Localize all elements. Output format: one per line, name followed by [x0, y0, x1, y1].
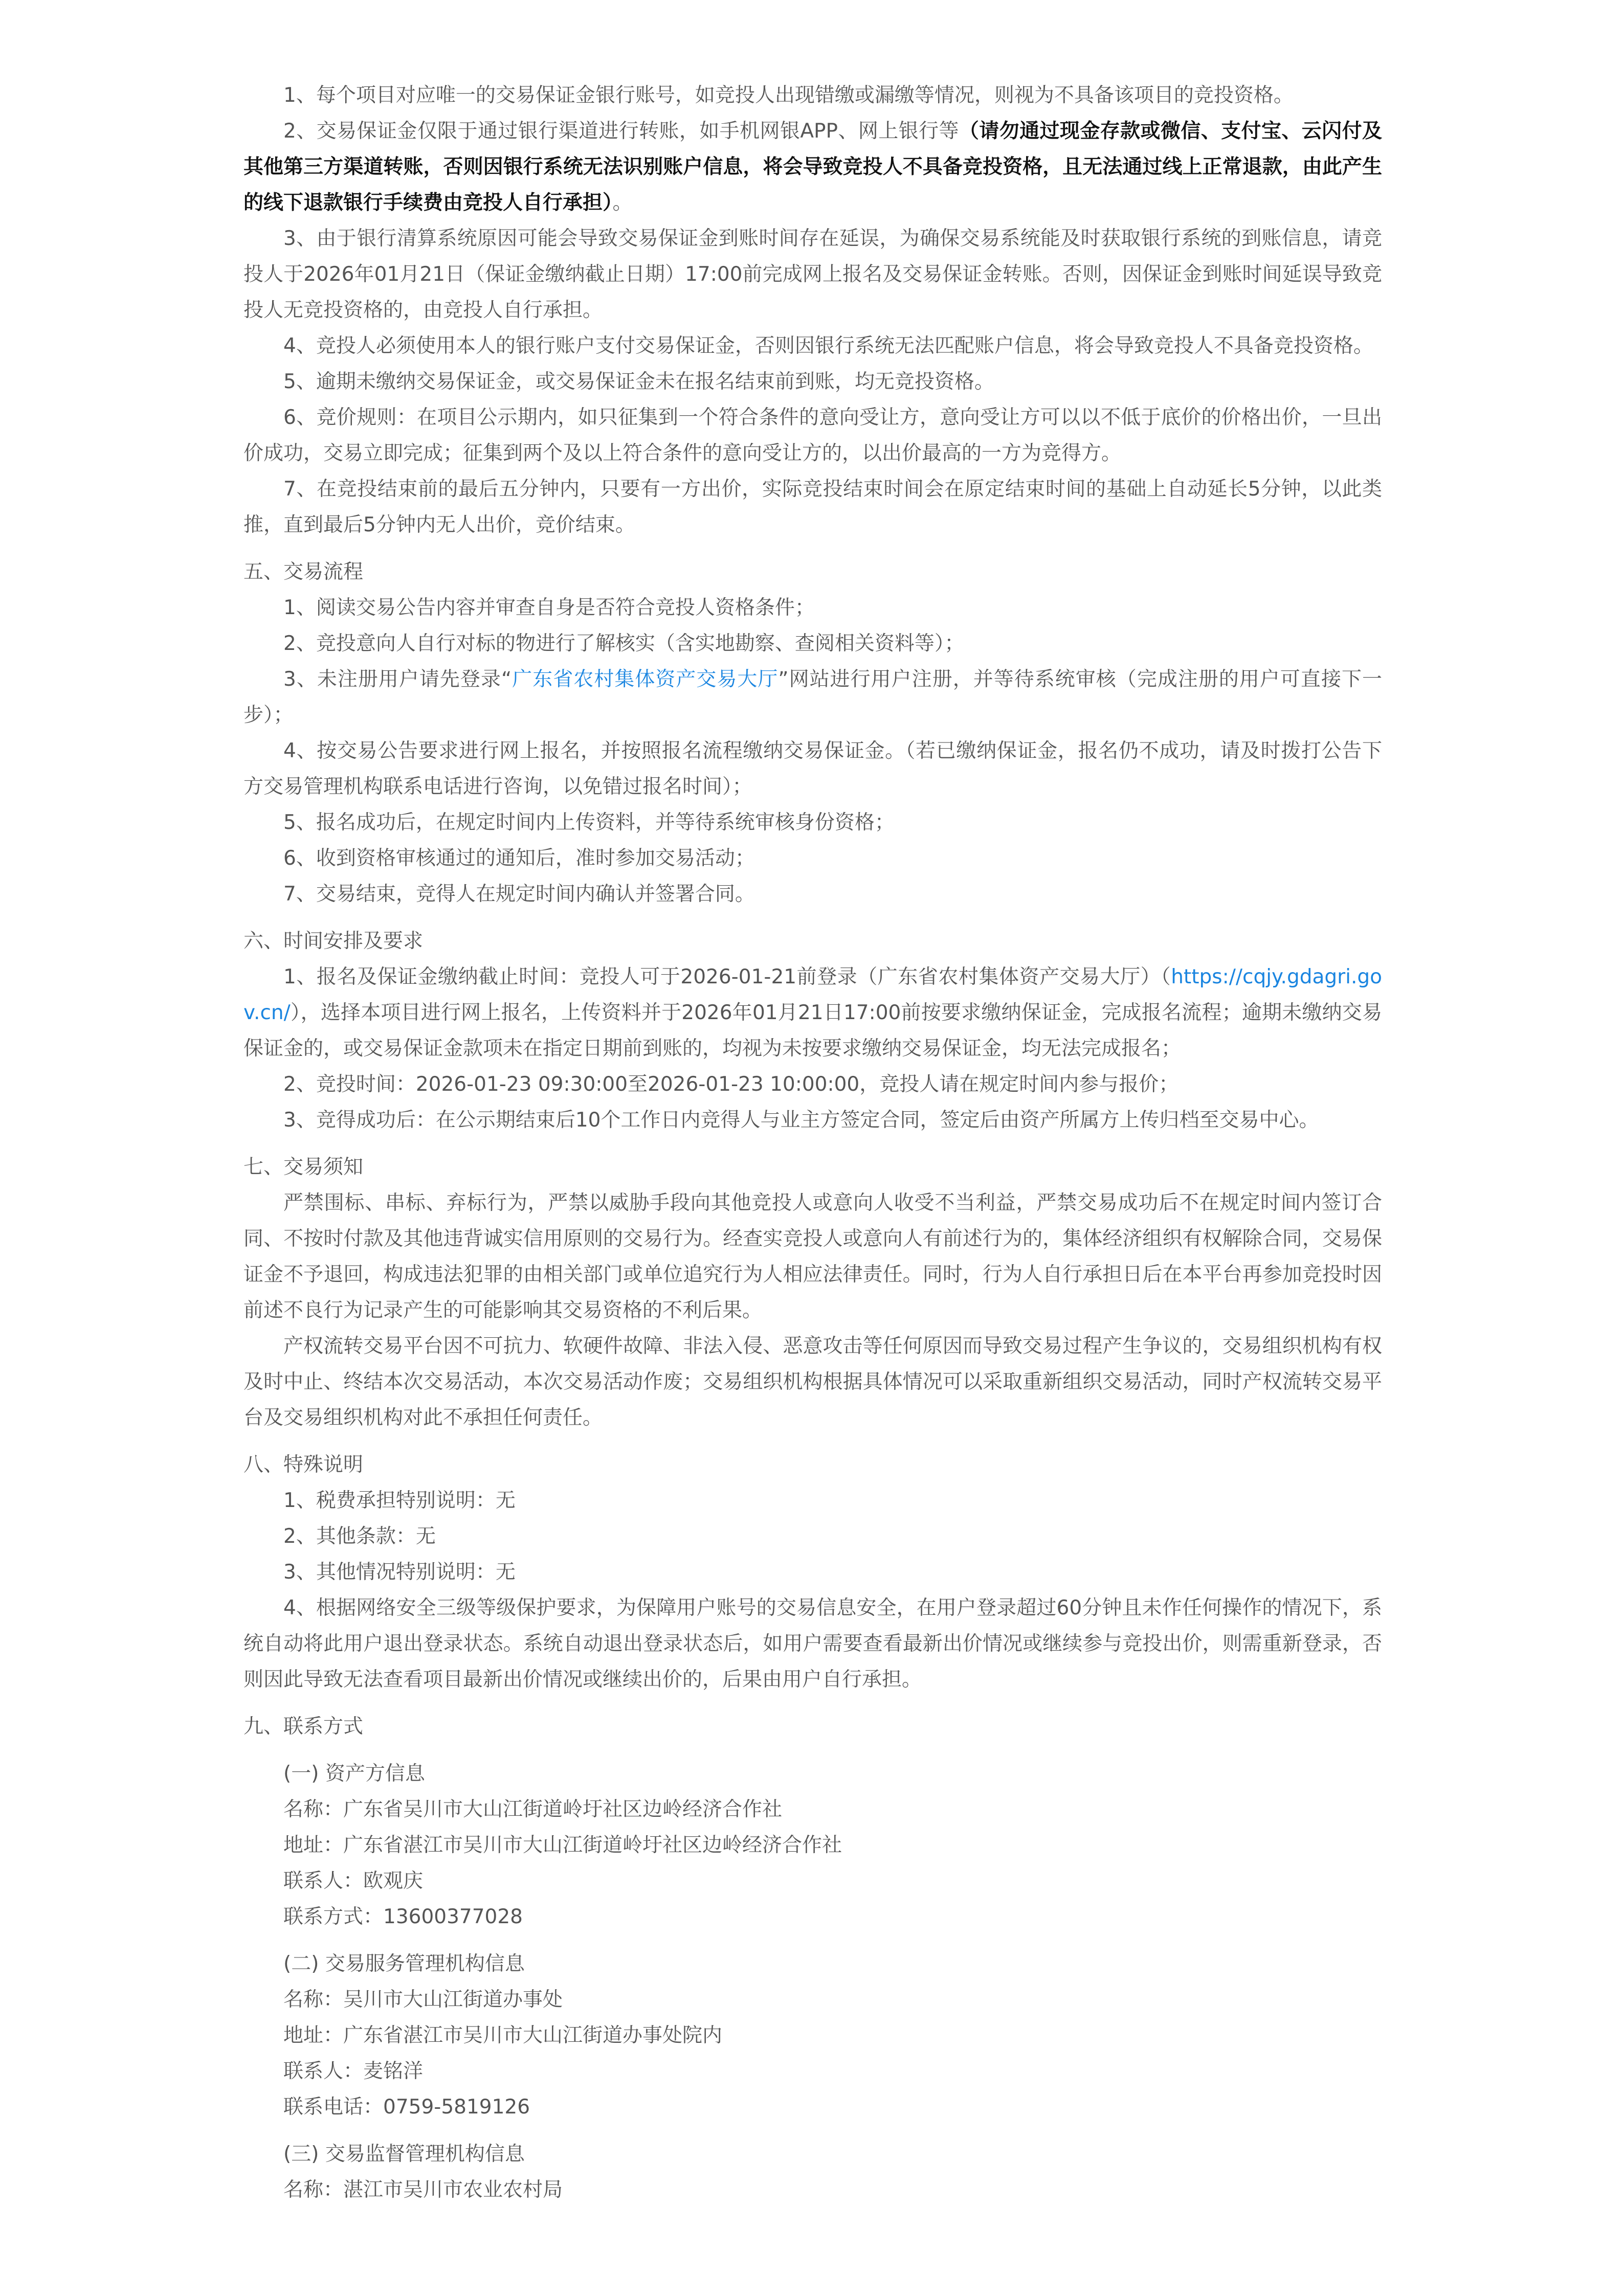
- process-item-4: 4、按交易公告要求进行网上报名，并按照报名流程缴纳交易保证金。（若已缴纳保证金，报名仍不成功，请及时拨打公告下方交易管理机构联系电话进行咨询，以免错过报名时间）；: [243, 739, 1382, 798]
- special-item-2: 2、其他条款：无: [283, 1525, 436, 1548]
- contact-person: 联系人：欧观庆: [283, 1870, 424, 1893]
- announcement-document: [243, 78, 1382, 2208]
- process-item-3-text: 3、未注册用户请先登录“: [283, 668, 512, 691]
- process-item-5: 5、报名成功后，在规定时间内上传资料，并等待系统审核身份资格；: [283, 811, 895, 834]
- rule-item-6: 6、竞价规则：在项目公示期内，如只征集到一个符合条件的意向受让方，意向受让方可以以不低于底价的价格出价，一旦出价成功，交易立即完成；征集到两个及以上符合条件的意向受让方的，以出价最高的一方为竞得方。: [243, 406, 1382, 465]
- contact-phone: 联系方式：13600377028: [283, 1905, 523, 1928]
- contact-group-title: (三) 交易监督管理机构信息: [283, 2143, 525, 2166]
- rule-item-2: [243, 114, 1382, 221]
- contact-group-title: (二) 交易服务管理机构信息: [283, 1952, 525, 1975]
- contact-phone: 联系电话：0759-5819126: [283, 2096, 530, 2119]
- section-heading-trade-process: 五、交易流程: [243, 560, 364, 583]
- rule-item-7: 7、在竞投结束前的最后五分钟内，只要有一方出价，实际竞投结束时间会在原定结束时间的基础上自动延长5分钟，以此类推，直到最后5分钟内无人出价，竞价结束。: [243, 478, 1382, 536]
- contact-group-asset-owner: [243, 1756, 1382, 1935]
- rule-item-1: 1、每个项目对应唯一的交易保证金银行账号，如竞投人出现错缴或漏缴等情况，则视为不具备该项目的竞投资格。: [283, 84, 1294, 107]
- trading-hall-link[interactable]: 广东省农村集体资产交易大厅: [512, 668, 779, 691]
- process-item-2: 2、竞投意向人自行对标的物进行了解核实（含实地勘察、查阅相关资料等）；: [283, 632, 965, 655]
- contact-address: 地址：广东省湛江市吴川市大山江街道岭圩社区边岭经济合作社: [283, 1834, 842, 1857]
- rule-item-4: 4、竞投人必须使用本人的银行账户支付交易保证金，否则因银行系统无法匹配账户信息，将会导致竞投人不具备竞投资格。: [283, 334, 1373, 357]
- rule-item-2-warning: （请勿通过现金存款或微信、支付宝、云闪付及其他第三方渠道转账，否则因银行系统无法识别账户信息，将会导致竞投人不具备竞投资格，且无法通过线上正常退款，由此产生的线下退款银行手续费由竞投人自行承担）: [243, 120, 1382, 214]
- rule-item-5: 5、逾期未缴纳交易保证金，或交易保证金未在报名结束前到账，均无竞投资格。: [283, 370, 994, 393]
- section-heading-schedule: 六、时间安排及要求: [243, 930, 424, 953]
- contact-name: 名称：湛江市吴川市农业农村局: [283, 2178, 563, 2201]
- contact-group-supervision-agency: [243, 2136, 1382, 2208]
- process-item-6: 6、收到资格审核通过的通知后，准时参加交易活动；: [283, 847, 755, 870]
- schedule-item-1-text: 1、报名及保证金缴纳截止时间：竞投人可于2026-01-21前登录（广东省农村集体资产交易大厅）（: [283, 965, 1171, 988]
- section-heading-special-notes: 八、特殊说明: [243, 1453, 364, 1476]
- rule-item-3: 3、由于银行清算系统原因可能会导致交易保证金到账时间存在延误，为确保交易系统能及时获取银行系统的到账信息，请竞投人于2026年01月21日（保证金缴纳截止日期）17:00前完成网上报名及交易保证金转账。否则，因保证金到账时间延误导致竞投人无竞投资格的，由竞投人自行承担。: [243, 227, 1382, 322]
- contact-name: 名称：广东省吴川市大山江街道岭圩社区边岭经济合作社: [283, 1798, 783, 1821]
- process-item-1: 1、阅读交易公告内容并审查自身是否符合竞投人资格条件；: [283, 596, 815, 619]
- special-item-3: 3、其他情况特别说明：无: [283, 1561, 516, 1584]
- contact-group-title: (一) 资产方信息: [283, 1762, 425, 1785]
- contact-person: 联系人：麦铭洋: [283, 2060, 424, 2083]
- process-item-7: 7、交易结束，竞得人在规定时间内确认并签署合同。: [283, 883, 755, 906]
- schedule-item-1: [243, 959, 1382, 1067]
- notice-paragraph-1: 严禁围标、串标、弃标行为，严禁以威胁手段向其他竞投人或意向人收受不当利益，严禁交易成功后不在规定时间内签订合同、不按时付款及其他违背诚实信用原则的交易行为。经查实竞投人或意向人有前述行为的，集体经济组织有权解除合同，交易保证金不予退回，构成违法犯罪的由相关部门或单位追究行为人相应法律责任。同时，行为人自行承担日后在本平台再参加竞投时因前述不良行为记录产生的可能影响其交易资格的不利后果。: [243, 1191, 1382, 1322]
- section-heading-contact: 九、联系方式: [243, 1715, 364, 1738]
- contact-address: 地址：广东省湛江市吴川市大山江街道办事处院内: [283, 2024, 723, 2047]
- special-item-4: 4、根据网络安全三级等级保护要求，为保障用户账号的交易信息安全，在用户登录超过60分钟且未作任何操作的情况下，系统自动将此用户退出登录状态。系统自动退出登录状态后，如用户需要查看最新出价情况或继续参与竞投出价，则需重新登录，否则因此导致无法查看项目最新出价情况或继续出价的，后果由用户自行承担。: [243, 1596, 1382, 1691]
- section-heading-trade-notice: 七、交易须知: [243, 1156, 364, 1179]
- website-url-link[interactable]: https://cqjy.gdagri.gov.cn/: [243, 965, 1382, 1024]
- schedule-item-3: 3、竞得成功后：在公示期结束后10个工作日内竞得人与业主方签定合同，签定后由资产所属方上传归档至交易中心。: [283, 1109, 1319, 1132]
- schedule-item-1-end: ），选择本项目进行网上报名，上传资料并于2026年01月21日17:00前按要求缴纳保证金，完成报名流程；逾期未缴纳交易保证金的，或交易保证金款项未在指定日期前到账的，均视为未按要求缴纳交易保证金，均无法完成报名；: [243, 1001, 1382, 1060]
- special-item-1: 1、税费承担特别说明：无: [283, 1489, 516, 1512]
- contact-name: 名称：吴川市大山江街道办事处: [283, 1988, 563, 2011]
- rule-item-2-text: 2、交易保证金仅限于通过银行渠道进行转账，如手机网银APP、网上银行等: [283, 120, 959, 143]
- rule-item-2-end: 。: [612, 191, 633, 214]
- schedule-item-2: 2、竞投时间：2026-01-23 09:30:00至2026-01-23 10:00:00，竞投人请在规定时间内参与报价；: [283, 1073, 1179, 1096]
- notice-paragraph-2: 产权流转交易平台因不可抗力、软硬件故障、非法入侵、恶意攻击等任何原因而导致交易过程产生争议的，交易组织机构有权及时中止、终结本次交易活动，本次交易活动作废；交易组织机构根据具体情况可以采取重新组织交易活动，同时产权流转交易平台及交易组织机构对此不承担任何责任。: [243, 1335, 1382, 1429]
- process-item-3: [243, 662, 1382, 733]
- process-item-3-end: ”网站进行用户注册，并等待系统审核（完成注册的用户可直接下一步）；: [243, 668, 1382, 727]
- contact-group-service-agency: [243, 1946, 1382, 2125]
